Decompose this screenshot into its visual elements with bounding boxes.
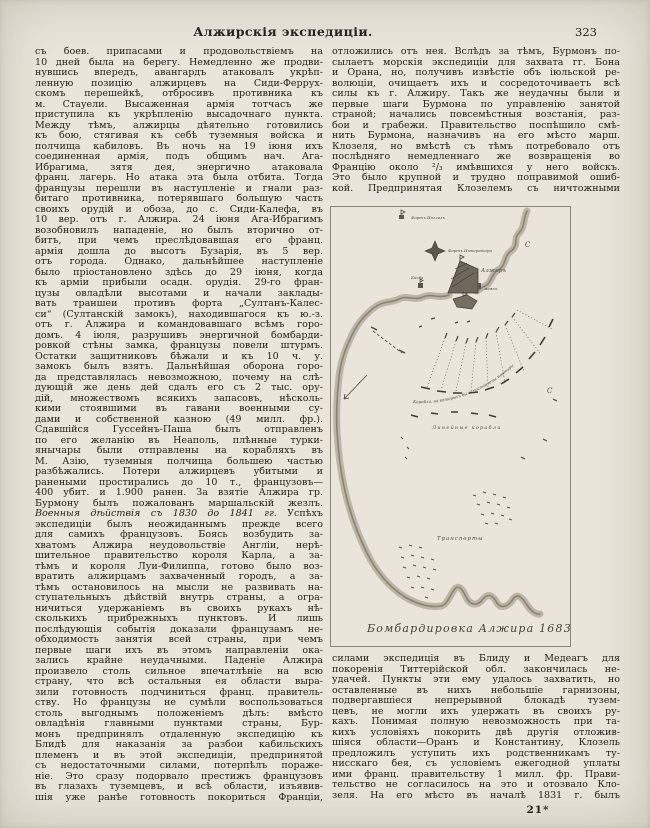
- text-line: армія дошла до высотъ Бузарія, въ 5 вер.: [35, 245, 323, 257]
- text-line: зеля. На его мѣсто въ началѣ 1831 г. былъ: [332, 789, 620, 801]
- transports-label: Транспорты: [437, 536, 484, 542]
- text-line: въ глазахъ туземцевъ, и всѣ области, изъявив-: [35, 781, 323, 792]
- text-line: шіяся области—Оранъ и Константину, Клозель: [332, 737, 620, 748]
- text-line: тельство не согласилось на это и отозвало Кло-: [332, 779, 620, 790]
- text-line: съ боев. припасами и продовольствіемъ на: [35, 46, 323, 57]
- text-line: оставленные въ нихъ небольшіе гарнизоны,: [332, 684, 620, 696]
- text-line: нить Бурмона, назначивъ на его мѣсто марш.: [332, 130, 620, 141]
- text-line: дующій же день дей сдалъ его съ 2 тыс. ору-: [35, 382, 323, 393]
- text-line: шительное правительство короля Карла, а за-: [35, 550, 323, 561]
- map-label-fort-top: Фортъ Инглизъ: [411, 215, 446, 220]
- text-line: по его желанію въ Неаполь, плѣнные турки-: [35, 434, 323, 446]
- dotted-lines: [427, 310, 552, 391]
- text-line: страной; начались повсемѣстныя возстанія, раз-: [332, 109, 620, 120]
- right-text-column-bottom: [332, 654, 620, 801]
- text-line: французы перешли въ наступленіе и гнали раз-: [35, 182, 323, 194]
- text-line: м. Стауели. Высаженная армія тотчасъ же: [35, 98, 323, 110]
- text-line: дами и собственной казною (49 милл. фр.).: [35, 413, 323, 425]
- text-line: Между тѣмъ, алжирцы дѣятельно готовились: [35, 119, 323, 131]
- page-number: 323: [575, 25, 597, 39]
- text-line: Францію около ²/₃ имѣвшихся у него войскъ.: [332, 161, 620, 173]
- text-line: покоренія Титтерійской обл. закончилась не-: [332, 663, 620, 675]
- text-line: 10 вер. отъ г. Алжира. 24 іюня Ага-Ибрагимъ: [35, 214, 323, 225]
- map-label-city: Алжиръ: [481, 268, 507, 274]
- text-line: вать траншеи противъ форта „Султанъ-Калес-: [35, 298, 323, 309]
- text-line: кахъ. Понимая полную невозможность при та-: [332, 716, 620, 727]
- text-line: было пріостановлено здѣсь до 29 іюня, когда: [35, 266, 323, 278]
- fort-top-icon: [399, 210, 405, 219]
- bomb-vessels-arc: [445, 313, 515, 343]
- text-line: янычары были отправлены на корабляхъ въ: [35, 445, 323, 456]
- text-line: битаго противника, потерявшаго большую часть: [35, 193, 323, 204]
- text-line: соединенная армія, подъ общимъ нач. Ага-: [35, 151, 323, 162]
- text-line: да представлялась невозможною, почему на слѣ-: [35, 371, 323, 383]
- map-label-fort-left: Касба: [411, 275, 424, 280]
- text-line: ленную позицію алжирцевъ на Сиди-Феррух-: [35, 77, 323, 89]
- text-line: хватомъ Алжира неудовольствіе Англіи, нерѣ-: [35, 539, 323, 551]
- text-line: сылаетъ морскія экспедиціи для захвата гг. Бона: [332, 56, 620, 68]
- text-line: ничиться удержаніемъ въ своихъ рукахъ нѣ-: [35, 602, 323, 614]
- compass-north-letter: С: [525, 241, 531, 249]
- text-line: кой. Предпринятая Клозелемъ съ ничтожными: [332, 182, 620, 194]
- text-line: Бурмону былъ пожалованъ маршальскій жезлъ.: [35, 497, 323, 509]
- text-line: силами экспедиція въ Блиду и Медеагъ для: [332, 653, 620, 664]
- text-line: Ибрагима, зятя дея, энергично атаковала: [35, 161, 323, 173]
- text-line: скомъ перешейкѣ, отбросивъ противника къ: [35, 88, 323, 99]
- text-line: зались крайне неудачными. Паденіе Алжира: [35, 655, 323, 666]
- text-line: ранеными простирались до 10 т., французовъ—: [35, 476, 323, 488]
- text-line: первые шаги ихъ въ этомъ направленіи ока-: [35, 644, 323, 656]
- compass-north-letter: С: [547, 387, 553, 395]
- bomb-ships-arc-label: Корабли, на которыхъ были поставлены мортиры: [412, 362, 515, 405]
- text-line: удачей. Пункты эти ему удалось захватить, но: [332, 674, 620, 685]
- text-line: шія уже ранѣе готовность покориться Франціи,: [35, 791, 323, 803]
- map-label-lighthouse: маякъ: [484, 286, 498, 291]
- text-line: ству. Но французы не сумѣли воспользоваться: [35, 697, 323, 708]
- text-line: отложились отъ нея. Вслѣдъ за тѣмъ, Бурмонъ по-: [332, 46, 620, 57]
- text-line: М. Азію, туземныя полчища большею частью: [35, 455, 323, 467]
- text-line: зили готовность подчиниться франц. правитель-: [35, 686, 323, 698]
- text-line: предложилъ уступить ихъ родственникамъ ту-: [332, 747, 620, 759]
- text-line: возобновилъ нападеніе, но былъ вторично от-: [35, 224, 323, 236]
- text-line: Сдавшійся Гуссейнъ-Паша былъ отправленъ: [35, 424, 323, 435]
- map-caption: Бомбардировка Алжира 1683 г.: [367, 622, 570, 635]
- text-line: ими франц. правительству 1 милл. фр. Прави-: [332, 768, 620, 780]
- text-line: цевъ, не могли ихъ удержать въ своихъ ру-: [332, 705, 620, 717]
- text-line: къ бою, стягивая къ себѣ туземныя войска и: [35, 130, 323, 141]
- transports-cluster: [399, 437, 512, 598]
- text-line: Блидѣ для наказанія за разбои кабильскихъ: [35, 739, 323, 750]
- map-illustration: [331, 207, 570, 646]
- map-bombardment-of-algiers: [330, 206, 571, 647]
- text-line: ступательныхъ дѣйствій внутрь страны, а огра-: [35, 592, 323, 603]
- text-line: первые шаги Бурмона по управленію занятой: [332, 98, 620, 110]
- right-text-column-top: [332, 47, 620, 194]
- text-line: силы къ г. Алжиру. Такъ же неудачны были и: [332, 88, 620, 99]
- text-line: и Орана, но, получивъ извѣстіе объ іюльской ре-: [332, 67, 620, 78]
- text-line: столь выгоднымъ положеніемъ дѣлъ: вмѣсто: [35, 707, 323, 719]
- text-line: кими стоявшими въ гавани военными су-: [35, 403, 323, 414]
- text-line: си“ (Султанскій замокъ), находившагося къ ю.-з.: [35, 308, 323, 320]
- text-line: отъ г. Алжира и командовавшаго всѣмъ горо-: [35, 319, 323, 330]
- text-line: послѣдняго немедленнаго же возвращенія во: [332, 151, 620, 162]
- text-line: для самихъ французовъ. Боясь возбудить за-: [35, 529, 323, 540]
- harbour-mole: [453, 292, 477, 309]
- text-line: разбѣжались. Потери алжирцевъ убитыми и: [35, 466, 323, 477]
- text-line: произвело столь сильное впечатлѣніе на всю: [35, 665, 323, 677]
- text-line: вратить алжирцамъ захваченный городъ, а за-: [35, 571, 323, 582]
- map-label-fort-star: Фортъ Императора: [448, 248, 492, 253]
- left-text-column: [35, 47, 323, 803]
- text-line: тѣмъ и короля Луи-Филиппа, готово было воз-: [35, 560, 323, 572]
- page-title: Алжирскія экспедиціи.: [193, 24, 373, 39]
- text-line: къ арміи прибыли осадн. орудія. 29-го фран-: [35, 277, 323, 288]
- text-line: цузы овладѣли высотами и начали заклады-: [35, 287, 323, 299]
- text-line: монъ предпринялъ отдаленную экспедицію къ: [35, 728, 323, 740]
- text-line: Военныя дѣйствія съ 1830 до 1841 гг. Успѣхъ: [35, 508, 323, 519]
- text-line: своихъ орудій и обоза, до с. Сиди-Калефа, въ: [35, 203, 323, 215]
- text-line: подвергавшіеся непрерывной блокадѣ тузем-: [332, 695, 620, 706]
- text-line: тѣмъ остановилось на мысли не развивать на-: [35, 581, 323, 593]
- text-line: нисскаго бея, съ условіемъ ежегодной уплаты: [332, 758, 620, 769]
- text-line: бои и грабежи. Правительство поспѣшило смѣ-: [332, 119, 620, 131]
- text-line: послѣдующія событія доказали французамъ не-: [35, 623, 323, 635]
- line-ships-row: [411, 412, 496, 417]
- city-algiers-shape: [448, 255, 478, 293]
- fort-left-icon: [418, 279, 423, 288]
- text-line: дій, множествомъ всякихъ запасовъ, нѣсколь-: [35, 392, 323, 404]
- fort-star-icon: [425, 241, 445, 261]
- text-line: Это было крупной и трудно поправимой ошиб-: [332, 172, 620, 183]
- text-line: нувшись впередъ, авангардъ атаковалъ укрѣп-: [35, 67, 323, 78]
- text-line: приступила къ укрѣпленію высадочнаго пункта.: [35, 109, 323, 120]
- text-line: страну, что всѣ остальныя ея области выра-: [35, 676, 323, 687]
- text-line: ровкой стѣны замка, французы повели штурмъ.: [35, 340, 323, 351]
- text-line: замокъ былъ взятъ. Дальнѣйшая оборона горо-: [35, 361, 323, 372]
- text-line: Остатки защитниковъ бѣжали и къ 10 ч. у.: [35, 350, 323, 362]
- text-line: домъ. 4 іюля, разрушивъ энергичной бомбарди-: [35, 329, 323, 341]
- text-line: экспедиціи былъ неожиданнымъ прежде всего: [35, 518, 323, 530]
- text-line: племенъ и въ этой экспедиціи, предпринятой: [35, 749, 323, 761]
- text-line: битъ, при чемъ преслѣдовавшая его франц.: [35, 235, 323, 246]
- text-line: кихъ условіяхъ покорить двѣ другія отложив-: [332, 726, 620, 738]
- text-line: съ недостаточными силами, потерпѣлъ пораже-: [35, 760, 323, 771]
- text-line: франц. лагерь. Но атака эта была отбита. Тогда: [35, 172, 323, 183]
- lighthouse-icon: [477, 283, 481, 289]
- signature-mark: 21*: [526, 804, 550, 816]
- text-line: отъ города. Однако, дальнѣйшее наступленіе: [35, 256, 323, 267]
- text-line: обходимость занятія всей страны, при чемъ: [35, 634, 323, 645]
- text-line: 10 дней была на берегу. Немедленно же продви-: [35, 56, 323, 68]
- coastline: [337, 211, 540, 614]
- text-line: 400 убит. и 1.900 ранен. За взятіе Алжира гр.: [35, 487, 323, 498]
- text-line: сколькихъ прибрежныхъ пунктовъ. И лишь: [35, 613, 323, 624]
- text-line: полчища кабиловъ. Въ ночь на 19 іюня ихъ: [35, 140, 323, 152]
- text-line: ніе. Это сразу подорвало престижъ французовъ: [35, 770, 323, 782]
- line-ships-label: Линейные корабли: [432, 425, 502, 431]
- text-line: Клозеля, но вмѣстѣ съ тѣмъ потребовало отъ: [332, 140, 620, 152]
- text-line: овладѣнія главными пунктами страны, Бур-: [35, 718, 323, 729]
- text-line: волюціи, очищаетъ ихъ и сосредоточиваетъ всѣ: [332, 77, 620, 89]
